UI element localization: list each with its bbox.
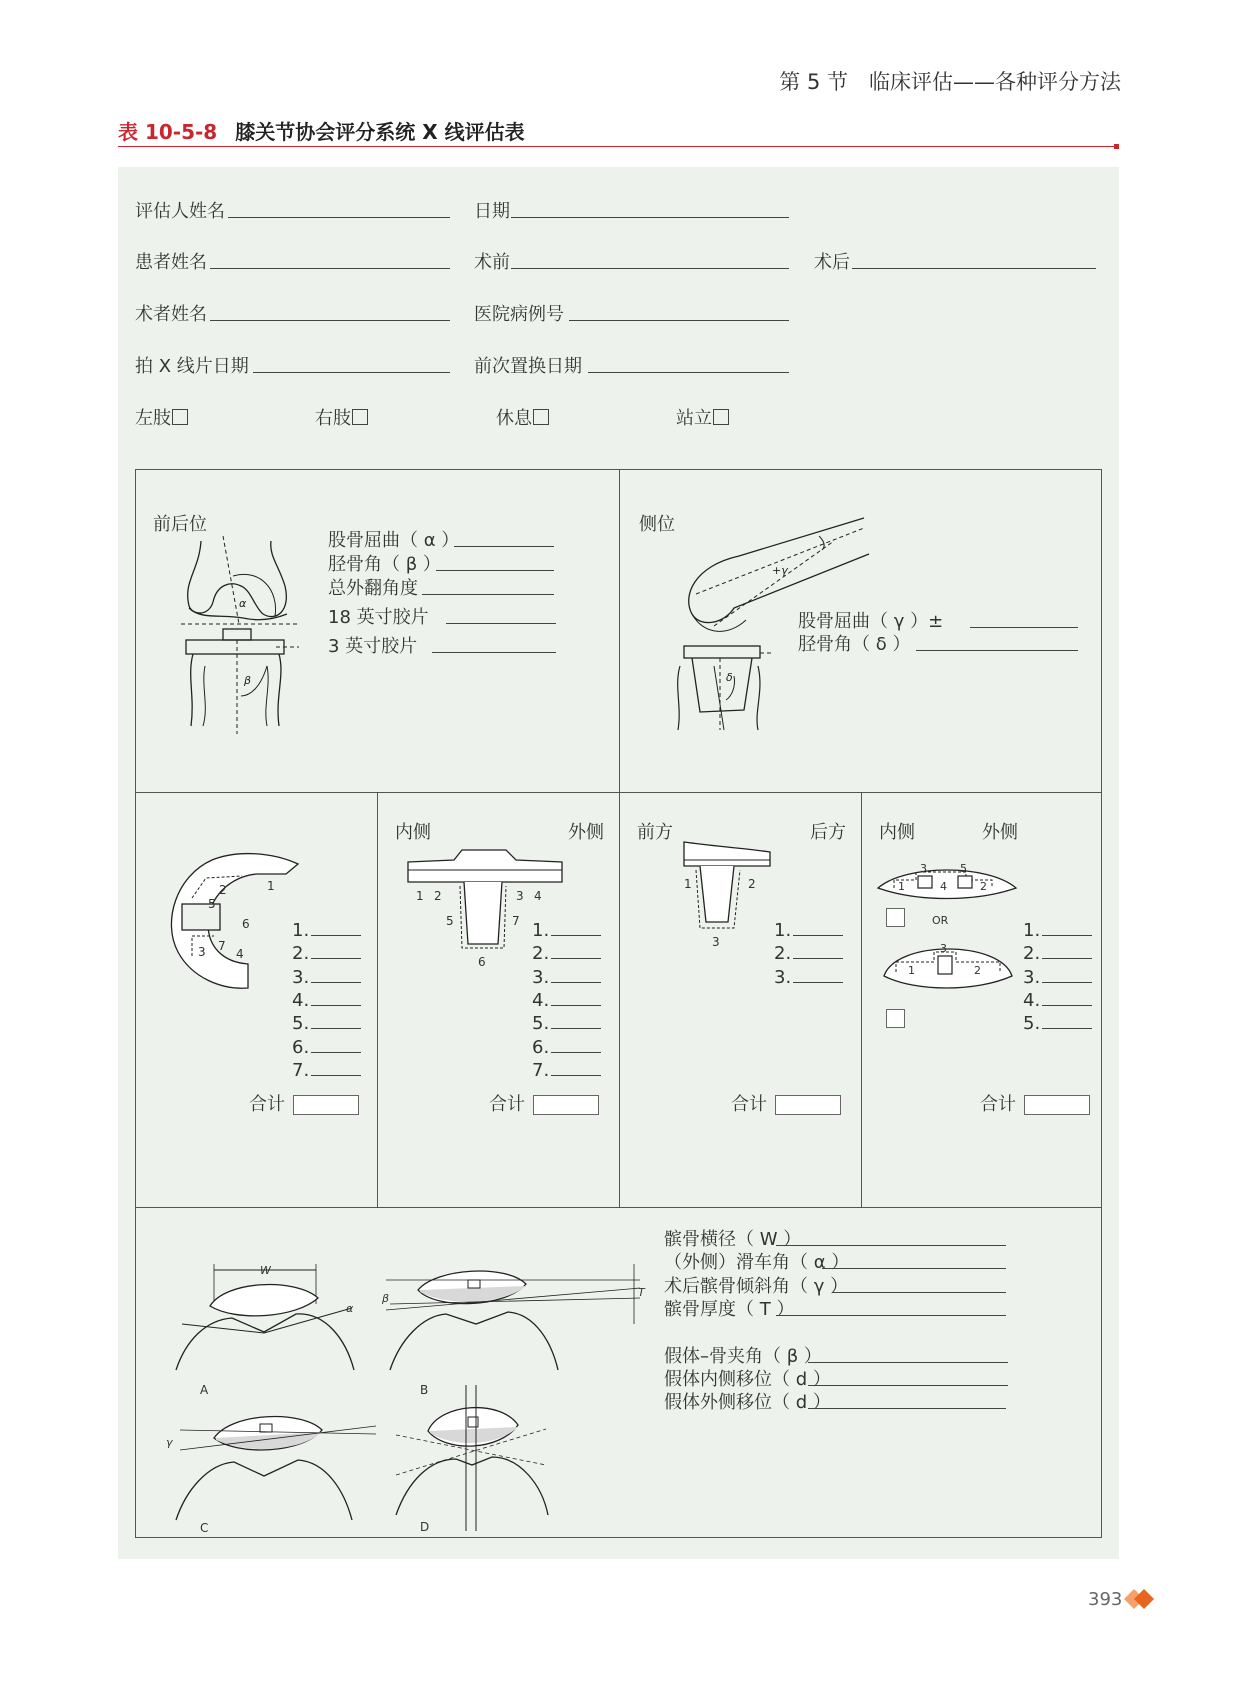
patella-zone-label: 1 [898,880,905,893]
surgeon-field[interactable] [210,320,450,321]
zone-number: 2. [774,943,792,964]
patella-zone-1[interactable] [1023,920,1092,941]
tibial-ap-zone-label: 4 [534,889,542,903]
title-rule [118,146,1118,147]
patella-zone-label: 2 [974,964,981,977]
ap-fig-beta: β [244,674,252,687]
preop-field[interactable] [511,268,789,269]
femoral-total-box[interactable] [293,1095,359,1115]
zone-number: 3. [774,967,792,988]
grid-divider [377,792,378,1207]
patella-zone-label: 5 [960,862,967,875]
zone-number: 4. [1023,990,1041,1011]
tibial-ap-zone-label: 2 [434,889,442,903]
prev-date-label: 前次置换日期 [474,356,582,377]
left-limb-option[interactable] [135,404,188,430]
total-label: 合计 [731,1094,767,1115]
tibial-ap-zone-4[interactable] [532,990,601,1011]
form-panel [118,167,1119,1559]
patella-option-b-checkbox[interactable] [886,1009,905,1028]
tibial-lat-total-box[interactable] [775,1095,841,1115]
record-no-field[interactable] [569,320,789,321]
tibial-ap-zone-label: 1 [416,889,424,903]
zone-blank[interactable] [311,968,361,983]
fig-letter-a: A [200,1383,209,1397]
tibial-ap-zone-label: 6 [478,955,486,969]
patellar-measure-3[interactable] [832,1292,1006,1293]
zone-blank[interactable] [1042,968,1092,983]
grid-divider [136,1207,1101,1208]
zone-blank[interactable] [311,991,361,1006]
patient-field[interactable] [210,268,450,269]
zone-blank[interactable] [1042,944,1092,959]
patellar-figure-b [376,1260,656,1397]
femoral-total [249,1090,359,1116]
zone-blank[interactable] [311,921,361,936]
page-number: 393 [1088,1589,1123,1610]
tibial-lat-zone-2[interactable] [774,943,843,964]
right-limb-checkbox[interactable] [352,409,368,425]
zone-blank[interactable] [793,968,843,983]
ap-field-3[interactable] [422,594,554,595]
zone-number: 1. [774,920,792,941]
patellar-measure-7[interactable] [808,1408,1006,1409]
zone-blank[interactable] [1042,921,1092,936]
zone-number: 5. [292,1013,310,1034]
femoral-zone-5[interactable] [292,1013,361,1034]
table-title [118,116,525,145]
femoral-zone-label: 4 [236,947,244,961]
fig-letter-b: B [420,1383,429,1397]
rest-label: 休息 [496,408,532,429]
xray-date-field[interactable] [253,372,450,373]
zone-blank[interactable] [793,944,843,959]
femoral-zone-label: 2 [219,883,227,897]
patellar-measure-3-label: 术后髌骨倾斜角（ γ ） [664,1276,849,1297]
left-limb-checkbox[interactable] [172,409,188,425]
patient-label: 患者姓名 [135,252,207,273]
zone-number: 2. [532,943,550,964]
patella-option-a-checkbox[interactable] [886,908,905,927]
lateral-field-1-label: 股骨屈曲（ γ ）± [798,611,944,632]
zone-number: 3. [532,967,550,988]
patella-zone-4[interactable] [1023,990,1092,1011]
tibial-ap-zone-7[interactable] [532,1060,601,1081]
patella-zone-label: 3 [940,942,947,955]
femoral-zone-3[interactable] [292,967,361,988]
zone-blank[interactable] [551,1014,601,1029]
grid-divider [619,470,620,1207]
zone-number: 1. [532,920,550,941]
zone-number: 6. [292,1037,310,1058]
patellar-measure-1[interactable] [776,1245,1006,1246]
patellar-measure-4-label: 髌骨厚度（ T ） [664,1299,795,1320]
tibial-ap-zone-label: 3 [516,889,524,903]
zone-number: 2. [1023,943,1041,964]
total-label: 合计 [249,1094,285,1115]
femoral-zones-figure [162,852,300,992]
lateral-field-1[interactable] [970,627,1078,628]
page-corner-arrow-icon [1122,1584,1156,1614]
lateral-field-2-label: 胫骨角（ δ ） [798,634,911,655]
grid-divider [861,792,862,1207]
tibial-ap-medial-label: 内侧 [395,822,431,843]
date-label: 日期 [474,201,510,222]
zone-number: 4. [292,990,310,1011]
date-field[interactable] [511,217,789,218]
zone-number: 3. [1023,967,1041,988]
fig-letter-c: C [200,1521,209,1535]
ap-field-1[interactable] [454,546,554,547]
zone-blank[interactable] [551,1061,601,1076]
patella-zone-label: 1 [908,964,915,977]
tibial-lat-zone-3[interactable] [774,967,843,988]
title-rule-dot [1114,144,1119,149]
tibial-lat-anterior-label: 前方 [637,822,673,843]
assessment-grid [135,469,1102,1538]
tibial-lat-zones-figure [682,840,782,952]
zone-number: 1. [1023,920,1041,941]
zone-blank[interactable] [551,944,601,959]
table-title-text: 膝关节协会评分系统 X 线评估表 [235,120,525,144]
fig-letter-d: D [420,1520,430,1534]
patellar-measure-6-label: 假体内侧移位（ d ） [664,1369,831,1390]
zone-blank[interactable] [311,1014,361,1029]
fig-w-label: W [260,1264,271,1277]
evaluator-label: 评估人姓名 [135,201,225,222]
femoral-zone-label: 6 [242,917,250,931]
zone-number: 7. [532,1060,550,1081]
femoral-zone-2[interactable] [292,943,361,964]
zone-blank[interactable] [311,1061,361,1076]
prev-date-field[interactable] [588,372,789,373]
femoral-zone-6[interactable] [292,1037,361,1058]
patella-total [980,1090,1090,1116]
right-limb-label: 右肢 [315,408,351,429]
table-number: 表 10-5-8 [118,120,218,144]
patella-total-box[interactable] [1024,1095,1090,1115]
ap-field-5[interactable] [432,652,556,653]
fig-alpha-label: α [346,1302,354,1315]
patella-zone-5[interactable] [1023,1013,1092,1034]
total-label: 合计 [980,1094,1016,1115]
zone-number: 1. [292,920,310,941]
femoral-zone-1[interactable] [292,920,361,941]
lateral-fig-delta: δ [726,671,733,684]
patella-zone-label: 2 [980,880,987,893]
zone-blank[interactable] [311,944,361,959]
patellar-measure-2[interactable] [822,1268,1006,1269]
stand-checkbox[interactable] [713,409,729,425]
patella-zone-2[interactable] [1023,943,1092,964]
patella-medial-label: 内侧 [879,822,915,843]
patella-zone-label: 4 [940,880,947,893]
zone-blank[interactable] [551,921,601,936]
tibial-ap-zone-6[interactable] [532,1037,601,1058]
lateral-fig-gamma: +γ [772,564,788,577]
tibial-ap-total-box[interactable] [533,1095,599,1115]
right-limb-option[interactable] [315,404,368,430]
patellar-measure-2-label: （外侧）滑车角（ α ） [664,1252,850,1273]
patella-lateral-label: 外侧 [982,822,1018,843]
zone-number: 2. [292,943,310,964]
tibial-lat-zone-label: 2 [748,877,756,891]
zone-blank[interactable] [1042,991,1092,1006]
tibial-lat-total [731,1090,841,1116]
patellar-measure-5-label: 假体–骨夹角（ β ） [664,1346,822,1367]
tibial-ap-zone-1[interactable] [532,920,601,941]
femoral-zone-label: 3 [198,945,206,959]
tibial-ap-zone-3[interactable] [532,967,601,988]
tibial-ap-total [489,1090,599,1116]
record-no-label: 医院病例号 [474,304,564,325]
patella-zone-3[interactable] [1023,967,1092,988]
left-limb-label: 左肢 [135,408,171,429]
patellar-figure-a [176,1260,396,1397]
ap-knee-figure [181,536,311,736]
zone-blank[interactable] [311,1038,361,1053]
ap-field-2[interactable] [436,570,554,571]
tibial-ap-lateral-label: 外侧 [568,822,604,843]
tibial-ap-zone-5[interactable] [532,1013,601,1034]
fig-t-label: T [638,1286,645,1299]
patellar-measure-4[interactable] [776,1315,1006,1316]
ap-field-4-label: 18 英寸胶片 [328,607,429,628]
femoral-zone-label: 5 [208,897,216,911]
femoral-zone-label: 1 [267,879,275,893]
zone-blank[interactable] [551,991,601,1006]
patellar-figure-d [396,1385,596,1535]
evaluator-field[interactable] [228,217,450,218]
tibial-lat-zone-label: 3 [712,935,720,949]
postop-field[interactable] [852,268,1096,269]
zone-number: 6. [532,1037,550,1058]
zone-number: 5. [532,1013,550,1034]
zone-blank[interactable] [793,921,843,936]
patellar-measure-7-label: 假体外侧移位（ d ） [664,1392,831,1413]
ap-field-2-label: 胫骨角（ β ） [328,554,441,575]
patella-or-label: OR [932,914,949,927]
preop-label: 术前 [474,252,510,273]
ap-field-5-label: 3 英寸胶片 [328,636,418,657]
rest-option[interactable] [496,404,549,430]
tibial-lat-posterior-label: 后方 [810,822,846,843]
tibial-lat-zone-label: 1 [684,877,692,891]
ap-field-1-label: 股骨屈曲（ α ） [328,530,460,551]
tibial-ap-zone-2[interactable] [532,943,601,964]
patellar-figure-c [166,1390,396,1535]
surgeon-label: 术者姓名 [135,304,207,325]
femoral-zone-label: 7 [218,939,226,953]
rest-checkbox[interactable] [533,409,549,425]
femoral-zone-4[interactable] [292,990,361,1011]
stand-option[interactable] [676,404,729,430]
fig-gamma-label: γ [166,1436,173,1449]
patellar-measure-6[interactable] [808,1385,1008,1386]
stand-label: 站立 [676,408,712,429]
tibial-ap-zone-label: 7 [512,914,520,928]
ap-field-3-label: 总外翻角度 [328,578,418,599]
fig-beta-label: β [382,1292,390,1305]
zone-blank[interactable] [551,1038,601,1053]
ap-fig-alpha: α [239,597,247,610]
lateral-field-2[interactable] [916,650,1078,651]
patellar-measure-5[interactable] [808,1362,1008,1363]
total-label: 合计 [489,1094,525,1115]
zone-number: 3. [292,967,310,988]
zone-blank[interactable] [1042,1014,1092,1029]
grid-divider [136,792,1101,793]
lateral-title: 侧位 [639,514,675,535]
tibial-ap-zone-label: 5 [446,914,454,928]
patella-zone-label: 3 [920,862,927,875]
femoral-zone-7[interactable] [292,1060,361,1081]
xray-date-label: 拍 X 线片日期 [135,356,249,377]
tibial-lat-zone-1[interactable] [774,920,843,941]
postop-label: 术后 [814,252,850,273]
zone-number: 7. [292,1060,310,1081]
ap-field-4[interactable] [446,623,556,624]
running-head: 第 5 节 临床评估——各种评分方法 [779,70,1121,94]
ap-title: 前后位 [153,514,207,535]
zone-blank[interactable] [551,968,601,983]
patellar-measure-1-label: 髌骨横径（ W ） [664,1229,802,1250]
zone-number: 4. [532,990,550,1011]
zone-number: 5. [1023,1013,1041,1034]
